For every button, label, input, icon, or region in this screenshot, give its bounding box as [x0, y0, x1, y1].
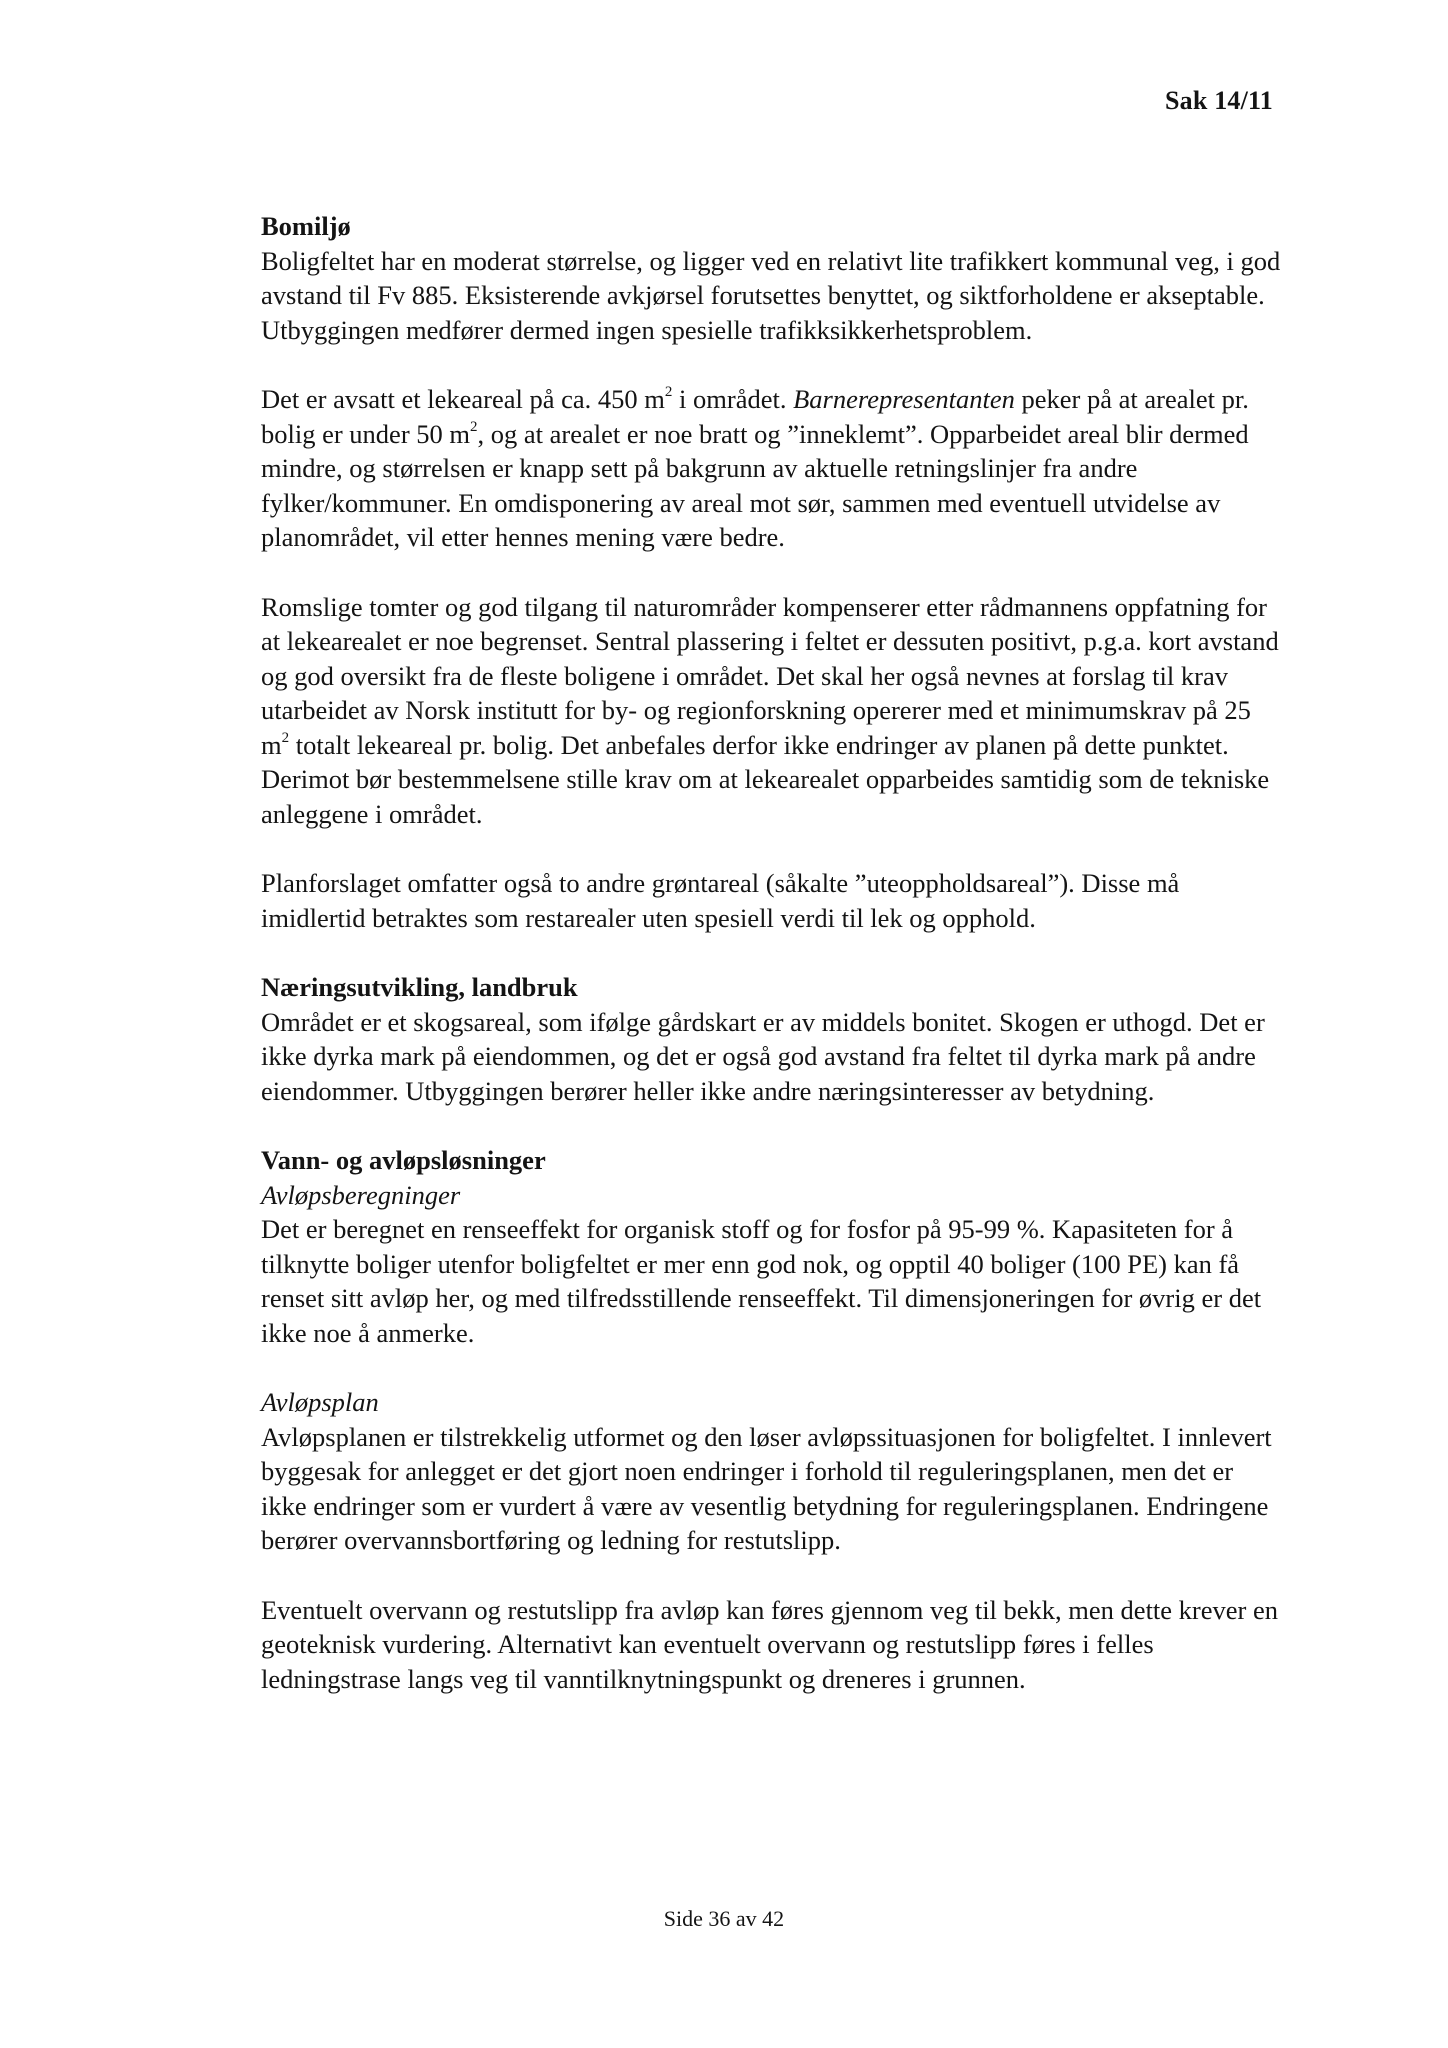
section-heading-bomiljo: Bomiljø — [261, 211, 351, 241]
paragraph-overflow-water: Eventuelt overvann og restutslipp fra avløp kan føres gjennom veg til bekk, men dette krever en geoteknisk vurdering. Alternativt kan eventuelt overvann og restutslipp føres i felles ledningstrase langs veg til vanntilknytningspunkt og dreneres i grunnen. — [261, 1594, 1278, 1694]
subheading-avlopsplan: Avløpsplan — [261, 1387, 379, 1417]
subheading-avlopsberegninger: Avløpsberegninger — [261, 1179, 461, 1210]
paragraph-traffic: Boligfeltet har en moderat størrelse, og ligger ved en relativt lite trafikkert kommunal veg, i god avstand til Fv 885. Eksisterende avkjørsel forutsettes benyttet, og siktforholdene er akseptable. Utbyggingen medfører dermed ingen spesielle trafikksikkerhetsproblem. — [261, 245, 1281, 345]
case-reference: Sak 14/11 — [1164, 86, 1273, 115]
paragraph-calculations: Det er beregnet en renseeffekt for organisk stoff og for fosfor på 95-99 %. Kapasiteten for å tilknytte boliger utenfor boligfeltet er mer enn god nok, og opptil 40 boliger (100 PE) kan få renset sitt avløp her, og med tilfredsstillende renseeffekt. Til dimensjoneringen for øvrig er det ikke noe å anmerke. — [261, 1214, 1262, 1348]
paragraph-green-areas: Planforslaget omfatter også to andre grøntareal (såkalte ”uteoppholdsareal”). Disse må imidlertid betraktes som restarealer uten spesiell verdi til lek og opphold. — [261, 868, 1180, 933]
paragraph-play-area-assessment: Romslige tomter og god tilgang til naturområder kompenserer etter rådmannens oppfatning for at lekearealet er noe begrenset. Sentral plassering i feltet er dessuten positivt, p.g.a. kort avstand og god oversikt fra de fleste boligene i området. Det skal her også nevnes at forslag til krav utarbeidet av Norsk institutt for by- og regionforskning opererer med et minimumskrav på 25 $m^2$ totalt lekeareal pr. bolig. Det anbefales derfor ikke endringer av planen på dette punktet. Derimot bør bestemmelsene stille krav om at lekearealet opparbeides samtidig som de tekniske anleggene i området. — [261, 591, 1279, 829]
section-heading-naering: Næringsutvikling, landbruk — [261, 972, 578, 1002]
paragraph-play-area: Det er avsatt et lekeareal på ca. 450 $m^2$ i området. Barnerepresentanten peker på at arealet pr. bolig er under 50 $m^2$, og at arealet er noe bratt og ”inneklemt”. Opparbeidet areal blir dermed mindre, og størrelsen er knapp sett på bakgrunn av aktuelle retningslinjer fra andre fylker/kommuner. En omdisponering av areal mot sør, sammen med eventuell utvidelse av planområdet, vil etter hennes mening være bedre. — [261, 384, 1249, 552]
paragraph-sewage-plan: Avløpsplanen er tilstrekkelig utformet og den løser avløpssituasjonen for boligfeltet. I innlevert byggesak for anlegget er det gjort noen endringer i forhold til reguleringsplanen, men det er ikke endringer som er vurdert å være av vesentlig betydning for reguleringsplanen. Endringene berører overvannsbortføring og ledning for restutslipp. — [261, 1421, 1272, 1555]
section-heading-vann: Vann- og avløpsløsninger — [261, 1145, 546, 1175]
page-number: Side 36 av 42 — [663, 1906, 785, 1931]
paragraph-agriculture: Området er et skogsareal, som ifølge gårdskart er av middels bonitet. Skogen er uthogd. Det er ikke dyrka mark på eiendommen, og det er også god avstand fra feltet til dyrka mark på andre eiendommer. Utbyggingen berører heller ikke andre næringsinteresser av betydning. — [261, 1006, 1265, 1106]
document-body — [261, 209, 1281, 1696]
